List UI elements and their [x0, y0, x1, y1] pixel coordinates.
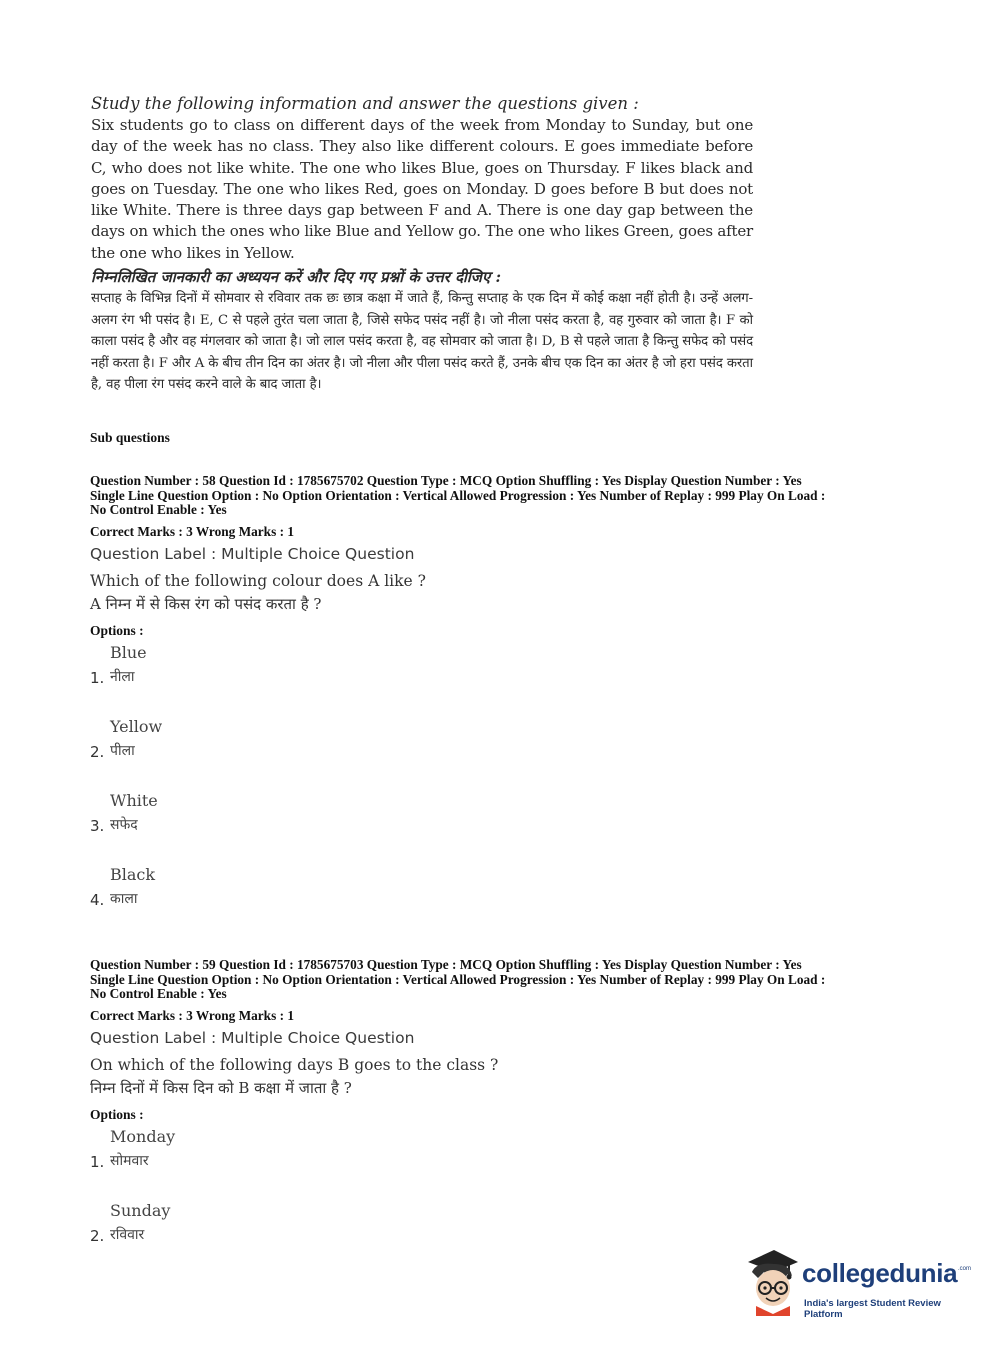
question-58	[90, 474, 920, 935]
option-number: 4.	[90, 890, 105, 909]
option-text-hindi: सफेद	[110, 816, 138, 833]
passage-hindi: सप्ताह के विभिन्न दिनों में सोमवार से रविवार तक छः छात्र कक्षा में जाते हैं, किन्तु सप्ताह के एक दिन में कोई कक्षा नहीं होती है। उन्हें अलग-अलग रंग भी पसंद है। E, C से पहले तुरंत चला जाता है, जिसे सफेद पसंद नहीं है। जो नीला पसंद करता है, वह गुरुवार को जाता है। F को काला पसंद है और वह मंगलवार को जाता है। जो लाल पसंद करता है, वह सोमवार को जाता है। D, B से पहले जाता है किन्तु सफेद को पसंद नहीं करता है। F और A के बीच तीन दिन का अंतर है। जो नीला और पीला पसंद करते हैं, उनके बीच एक दिन का अंतर है जो हरा पसंद करता है, वह पीला रंग पसंद करने वाले के बाद जाता है।	[91, 291, 753, 393]
question-label: Question Label : Multiple Choice Question	[90, 1028, 415, 1047]
question-text-english: Which of the following colour does A like ?	[90, 571, 426, 590]
option-text-english: Sunday	[110, 1200, 171, 1220]
option-number: 2.	[90, 1226, 105, 1245]
option-text-hindi: सोमवार	[110, 1152, 149, 1169]
passage-english: Six students go to class on different days of the week from Monday to Sunday, but one day of the week has no class. They also like different colours. E goes immediate before C, who does not like white. The one who likes Blue, goes on Thursday. F likes black and goes on Tuesday. The one who likes Red, goes on Monday. D goes before B but does not like White. There is three days gap between F and A. There is one day gap between the days on which the ones who like Blue and Yellow go. The one who likes Green, goes after the one who likes in Yellow.	[91, 116, 754, 262]
option-text-hindi: पीला	[110, 742, 135, 759]
question-meta: Question Number : 58 Question Id : 1785675702 Question Type : MCQ Option Shuffling : Yes Display Question Number : Yes Single Line Question Option : No Option Orientation : Vertical Allowed Progression : Yes Number of Replay : 999 Play On Load : No Control Enable : Yes	[90, 473, 826, 517]
logo-domain-text: .com	[958, 1266, 972, 1272]
passage	[91, 93, 753, 396]
option-2[interactable]	[90, 713, 920, 787]
option-number: 1.	[90, 668, 105, 687]
question-59	[90, 958, 920, 1271]
question-text-english: On which of the following days B goes to the class ?	[90, 1055, 499, 1074]
options-label: Options :	[90, 622, 144, 638]
option-3[interactable]	[90, 787, 920, 861]
option-text-hindi: रविवार	[110, 1226, 145, 1243]
option-number: 3.	[90, 816, 105, 835]
logo-tagline: India's largest Student Review Platform	[804, 1298, 941, 1320]
passage-heading: Study the following information and answer the questions given :	[91, 94, 639, 113]
question-meta: Question Number : 59 Question Id : 1785675703 Question Type : MCQ Option Shuffling : Yes Display Question Number : Yes Single Line Question Option : No Option Orientation : Vertical Allowed Progression : Yes Number of Replay : 999 Play On Load : No Control Enable : Yes	[90, 957, 826, 1001]
option-1[interactable]	[90, 639, 920, 713]
option-text-hindi: नीला	[110, 668, 135, 685]
sub-questions-label: Sub questions	[90, 430, 170, 445]
question-label: Question Label : Multiple Choice Question	[90, 544, 415, 563]
collegedunia-logo	[744, 1248, 974, 1323]
option-number: 1.	[90, 1152, 105, 1171]
option-text-english: White	[110, 790, 158, 810]
logo-brand-text: collegedunia	[802, 1258, 958, 1288]
passage-hindi-heading: निम्नलिखित जानकारी का अध्ययन करें और दिए गए प्रश्नों के उत्तर दीजिए :	[91, 268, 501, 287]
question-marks: Correct Marks : 3 Wrong Marks : 1	[90, 523, 294, 539]
option-1[interactable]	[90, 1123, 920, 1197]
mascot-icon	[744, 1248, 800, 1316]
option-text-english: Monday	[110, 1126, 176, 1146]
question-text-hindi: निम्न दिनों में किस दिन को B कक्षा में जाता है ?	[90, 1078, 352, 1097]
option-text-english: Yellow	[110, 716, 163, 736]
option-4[interactable]	[90, 861, 920, 935]
option-text-english: Blue	[110, 642, 147, 662]
option-text-english: Black	[110, 864, 156, 884]
question-marks: Correct Marks : 3 Wrong Marks : 1	[90, 1007, 294, 1023]
options-label: Options :	[90, 1106, 144, 1122]
option-number: 2.	[90, 742, 105, 761]
question-text-hindi: A निम्न में से किस रंग को पसंद करता है ?	[90, 594, 322, 613]
option-text-hindi: काला	[110, 890, 138, 907]
